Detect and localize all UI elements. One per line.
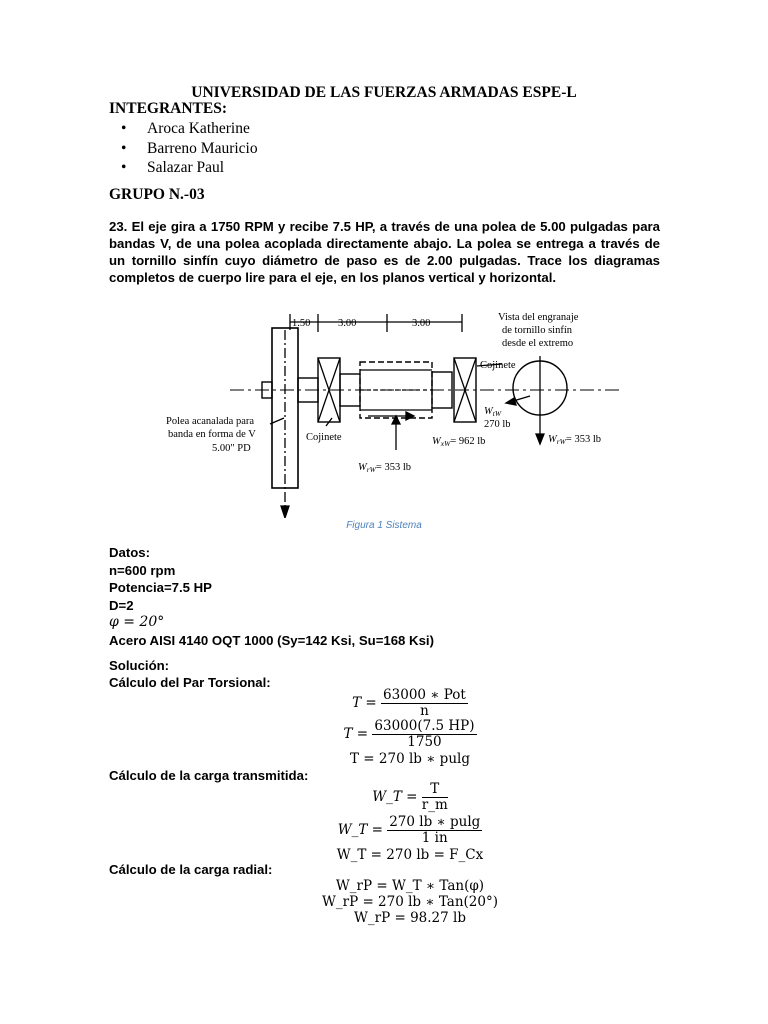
bullet-icon: • [121,159,127,176]
pulley-force-arrow [281,506,289,518]
university-title: UNIVERSIDAD DE LAS FUERZAS ARMADAS ESPE-L [191,84,577,101]
group-heading: GRUPO N.-03 [109,186,205,203]
equation-wt-subst: W_T = $\frac{270 lb ∗ pulg}{1 in}$ [337,814,481,846]
bullet-icon: • [121,140,127,157]
bullet-icon: • [121,120,127,137]
dim-2-label: 3.00 [338,318,357,329]
member-item [121,159,224,177]
member-name: Barreno Mauricio [147,140,258,157]
equation-wt-result: W_T = 270 lb = F_Cx [336,847,484,863]
torsional-heading: Cálculo del Par Torsional: [109,675,271,690]
datos-n: n=600 rpm [109,562,176,578]
bearing-right-label: Cojinete [480,360,516,371]
equation-wrp-formula: W_rP = W_T ∗ Tan(φ) [335,878,485,894]
equation-wrp-subst: W_rP = 270 lb ∗ Tan(20°) [322,894,498,910]
datos-phi: φ = 20° [109,614,165,630]
datos-material: Acero AISI 4140 OQT 1000 (Sy=142 Ksi, Su=168 Ksi) [109,632,434,648]
equation-wrp-result: W_rP = 98.27 lb [354,910,466,926]
member-item [121,140,258,158]
datos-heading: Datos: [109,545,151,560]
view-label-1: Vista del engranaje [498,312,579,323]
dim-3-label: 3.00 [412,318,431,329]
wrw2-symbol: WrW= 353 lb [548,434,602,446]
view-label-3: desde el extremo [502,338,574,349]
wtw-symbol: WtW [484,406,502,418]
figure-caption: Figura 1 Sistema [346,520,422,531]
member-name: Aroca Katherine [147,120,250,137]
datos-potencia: Potencia=7.5 HP [109,580,212,595]
dim-1-label: 1.50 [292,318,311,329]
member-name: Salazar Paul [147,159,225,176]
datos-block [109,544,434,649]
pulley-label-3: 5.00" PD [212,443,251,454]
pulley-label-2: banda en forma de V [168,429,256,440]
shaft-diagram [150,306,630,518]
equation-torque-formula: T = $\frac{\text{63000 ∗ Pot}}{n}$ [352,687,466,719]
equation-torque-subst: T = $\frac{63000(7.5 HP)}{1750}$ [343,718,475,750]
equation-wt-formula: W_T = $\frac{T}{r\_m}$ [372,781,448,813]
member-item [121,120,250,138]
radial-heading: Cálculo de la carga radial: [109,862,273,877]
transmitida-heading: Cálculo de la carga transmitida: [109,768,309,783]
members-heading: INTEGRANTES: [109,100,227,117]
view-label-2: de tornillo sinfín [502,325,572,336]
solucion-heading: Solución: [109,658,170,673]
wtw-value: 270 lb [484,419,511,430]
datos-d: D=2 [109,597,134,613]
equation-torque-result: T = 270 lb ∗ pulg [350,751,470,767]
bearing-left-label: Cojinete [306,432,342,443]
wrw-symbol: WrW= 353 lb [358,462,412,474]
wxw-symbol: WxW= 962 lb [432,436,486,448]
pulley-label-1: Polea acanalada para [166,416,255,427]
problem-statement: 23. El eje gira a 1750 RPM y recibe 7.5 HP, a través de una polea de 5.00 pulgadas para bandas V, de una polea acoplada directamente abajo. La polea se entrega a través de un tornillo sinfín cuyo diámetro de paso es de 2.00 pulgadas. Trace los diagramas completos de cuerpo lire para el eje, en los planos vertical y horizontal. [109,219,660,285]
